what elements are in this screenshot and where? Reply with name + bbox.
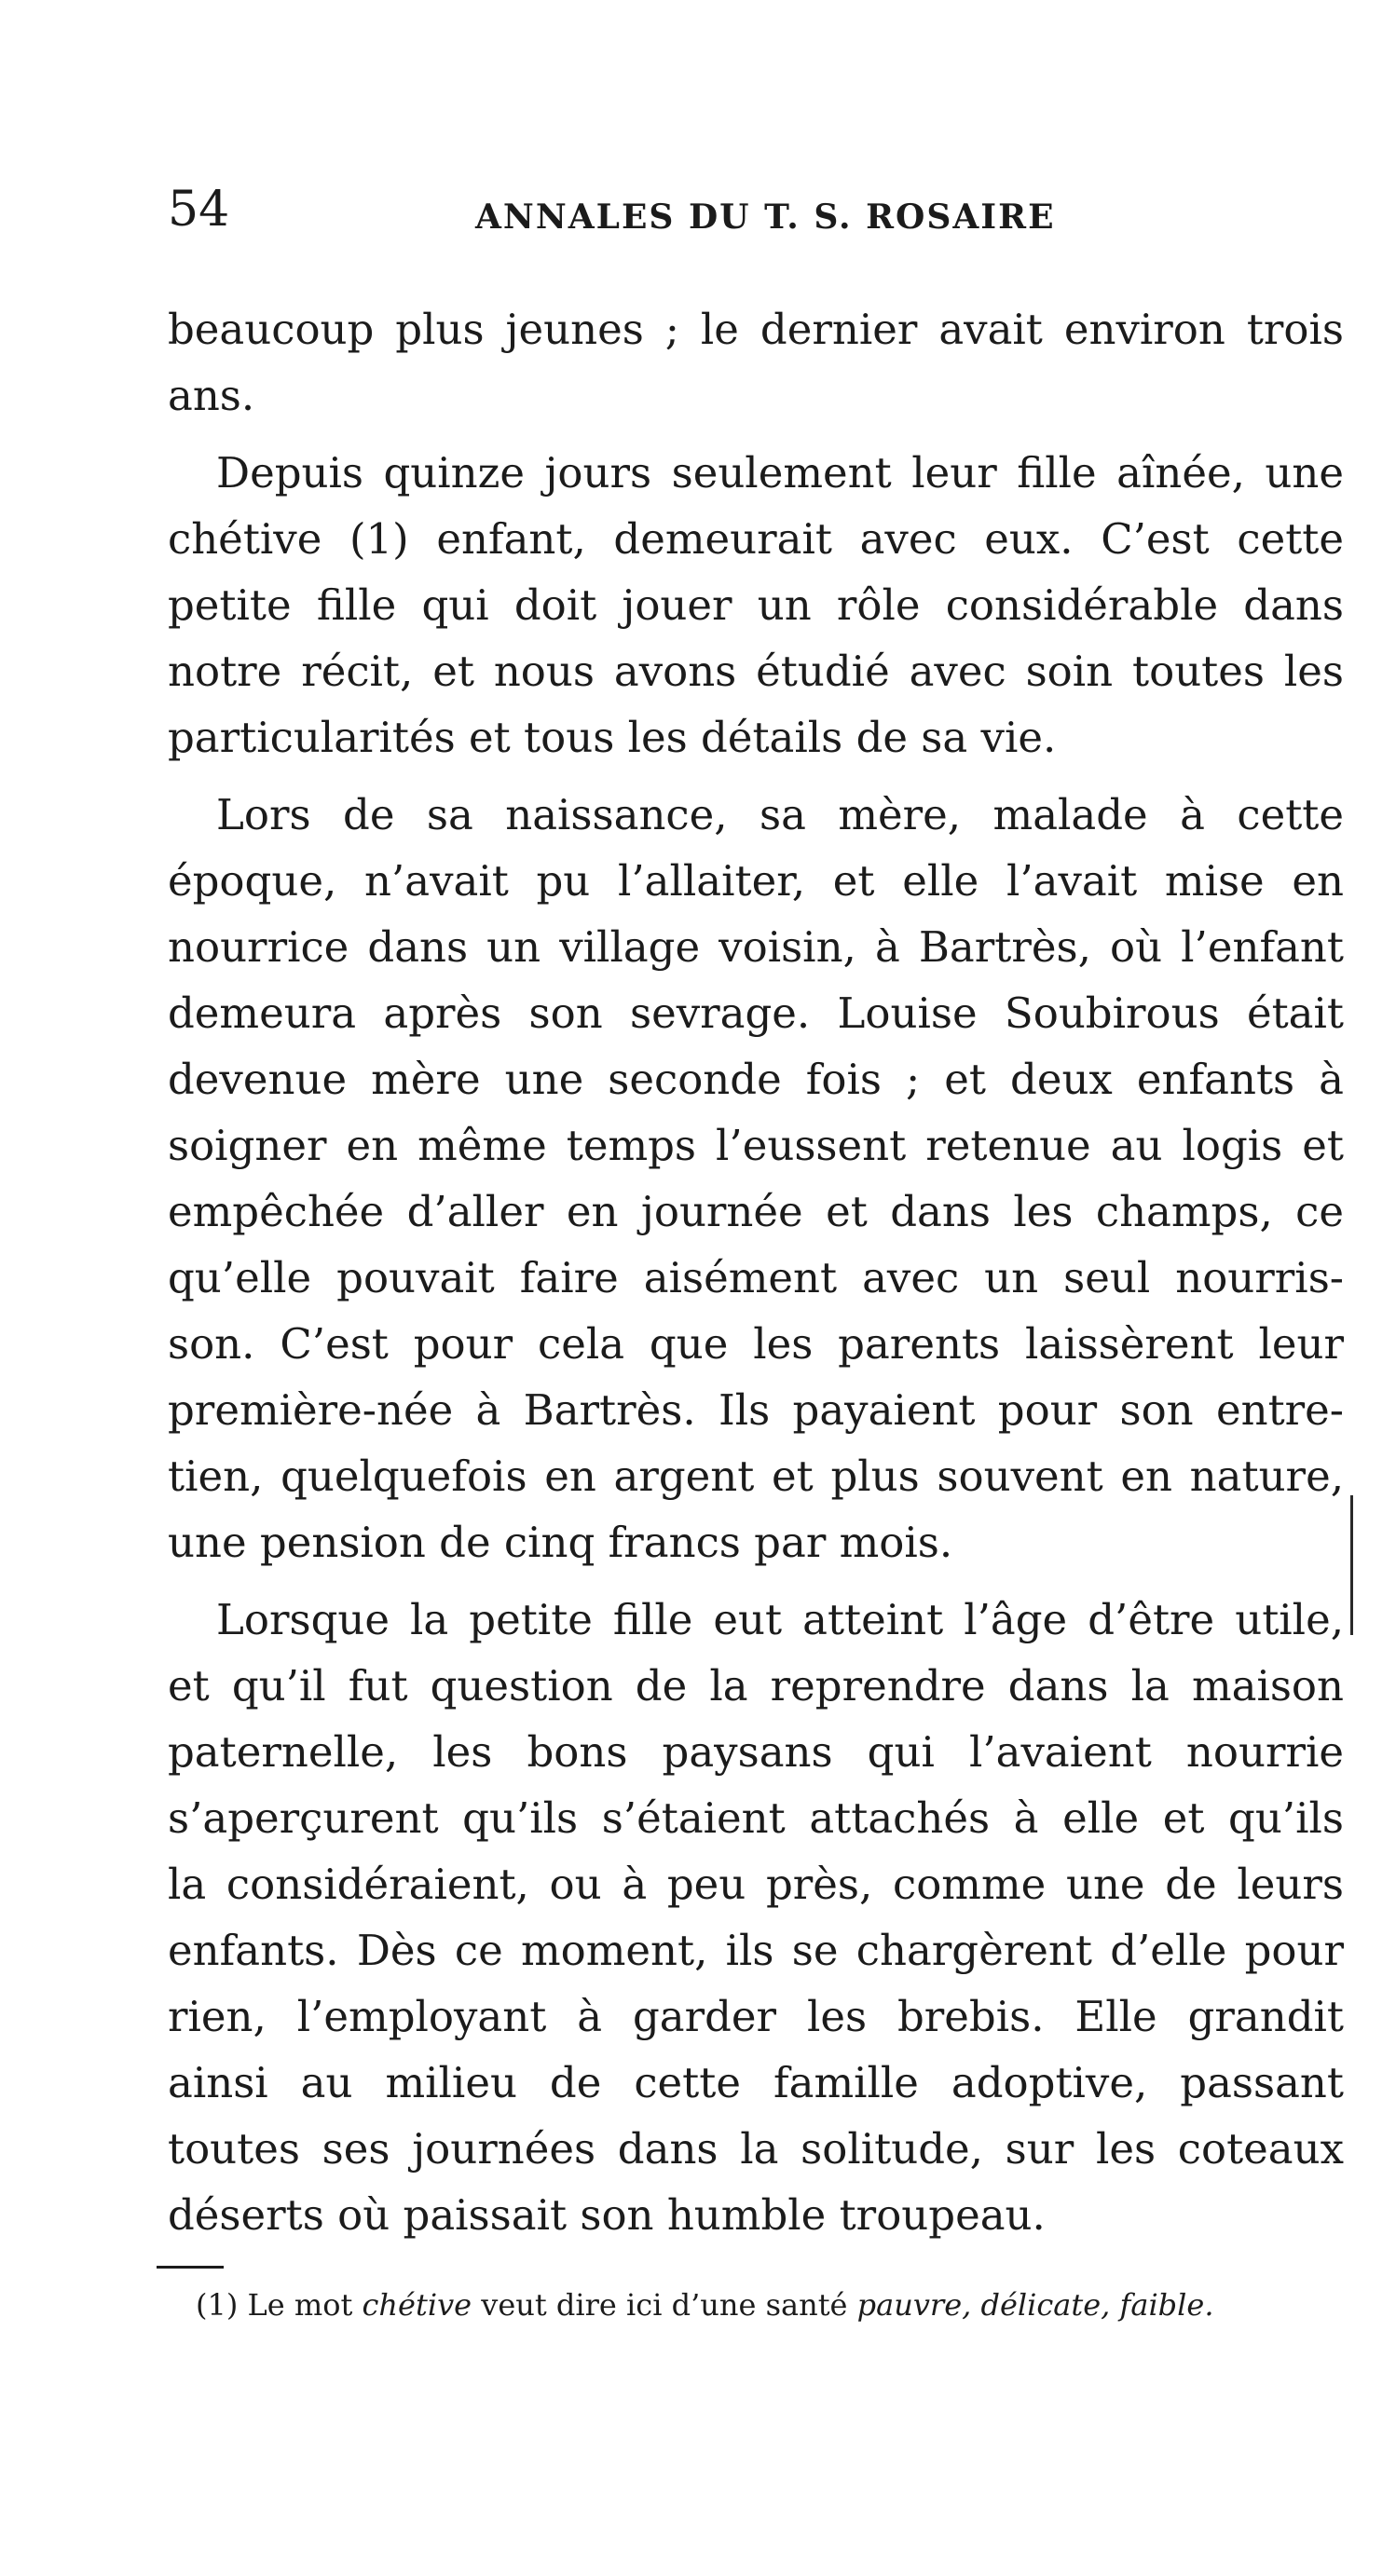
- text-line: ans.: [168, 371, 255, 420]
- paragraph: [168, 1587, 1344, 2248]
- text-line: tien, quelquefois en argent et plus souvent en nature,: [168, 1452, 1344, 1501]
- text-line: chétive (1) enfant, demeurait avec eux. C’est cette: [168, 514, 1344, 564]
- paragraph: [168, 296, 1344, 429]
- text-line: époque, n’avait pu l’allaiter, et elle l’avait mise en: [168, 856, 1344, 906]
- text-line: déserts où paissait son humble troupeau.: [168, 2190, 1046, 2240]
- text-line: beaucoup plus jeunes ; le dernier avait environ trois: [168, 305, 1344, 354]
- text-line: la considéraient, ou à peu près, comme une de leurs: [168, 1860, 1344, 1909]
- page-number: 54: [168, 182, 230, 238]
- footnote-rule: [157, 2266, 224, 2269]
- text-line: Lorsque la petite fille eut atteint l’âge d’être utile,: [216, 1595, 1344, 1644]
- footnote-text: Le mot: [247, 2287, 353, 2323]
- footnote-qualifiers: pauvre, délicate, faible.: [856, 2287, 1214, 2323]
- page-header: [168, 172, 1342, 247]
- footnote-text: veut dire ici d’une santé: [481, 2287, 848, 2323]
- text-line: paternelle, les bons paysans qui l’avaient nourrie: [168, 1727, 1344, 1777]
- text-line: enfants. Dès ce moment, ils se chargèrent d’elle pour: [168, 1926, 1344, 1975]
- paragraph: [168, 440, 1344, 770]
- footnote-marker: (1): [196, 2287, 239, 2323]
- text-line: Depuis quinze jours seulement leur fille aînée, une: [216, 448, 1344, 497]
- paragraph: [168, 782, 1344, 1575]
- text-line: Lors de sa naissance, sa mère, malade à cette: [216, 790, 1344, 839]
- text-line: rien, l’employant à garder les brebis. Elle grandit: [168, 1992, 1344, 2041]
- text-line: toutes ses journées dans la solitude, sur les coteaux: [168, 2124, 1344, 2174]
- body-text: [168, 296, 1344, 2259]
- text-line: première-née à Bartrès. Ils payaient pour son entre-: [168, 1385, 1344, 1435]
- running-title: ANNALES DU T. S. ROSAIRE: [475, 198, 1056, 237]
- footnote-term: chétive: [362, 2287, 472, 2323]
- text-line: une pension de cinq francs par mois.: [168, 1518, 953, 1567]
- text-line: nourrice dans un village voisin, à Bartrès, où l’enfant: [168, 922, 1344, 972]
- text-line: soigner en même temps l’eussent retenue au logis et: [168, 1121, 1344, 1170]
- text-line: empêchée d’aller en journée et dans les champs, ce: [168, 1187, 1344, 1236]
- footnote: [196, 2281, 1342, 2329]
- text-line: qu’elle pouvait faire aisément avec un seul nourris-: [168, 1253, 1344, 1302]
- text-line: particularités et tous les détails de sa vie.: [168, 713, 1057, 762]
- margin-mark: [1350, 1495, 1353, 1635]
- text-line: son. C’est pour cela que les parents laissèrent leur: [168, 1319, 1344, 1369]
- text-line: devenue mère une seconde fois ; et deux enfants à: [168, 1055, 1344, 1104]
- text-line: petite fille qui doit jouer un rôle considérable dans: [168, 580, 1344, 630]
- text-line: demeura après son sevrage. Louise Soubirous était: [168, 988, 1344, 1038]
- text-line: s’aperçurent qu’ils s’étaient attachés à elle et qu’ils: [168, 1793, 1344, 1843]
- text-line: et qu’il fut question de la reprendre dans la maison: [168, 1661, 1344, 1711]
- text-line: notre récit, et nous avons étudié avec soin toutes les: [168, 647, 1344, 696]
- text-line: ainsi au milieu de cette famille adoptive, passant: [168, 2058, 1344, 2107]
